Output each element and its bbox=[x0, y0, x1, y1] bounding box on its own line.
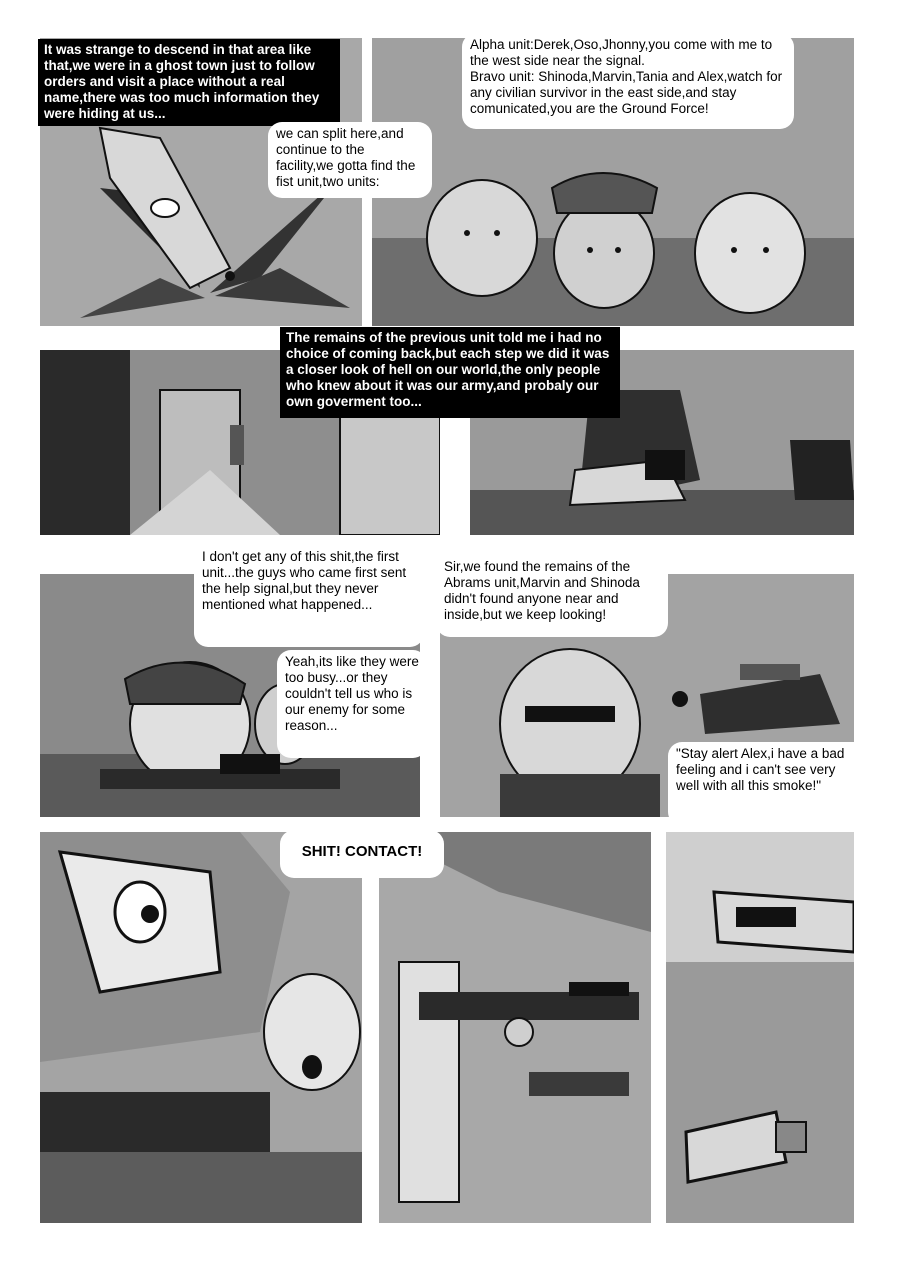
bubble-dont-get-this: I don't get any of this shit,the first unit...the guys who came first sent the help signal,but they never mentioned what happened... bbox=[194, 545, 424, 647]
firing-rifle-illustration bbox=[379, 832, 651, 1223]
panel-shell-casing bbox=[666, 832, 854, 1223]
bubble-split-here: we can split here,and continue to the facility,we gotta find the fist unit,two units: bbox=[268, 122, 432, 198]
caption-remains: The remains of the previous unit told me i had no choice of coming back,but each step we did it was a closer look of hell on our world,the only people who knew about it was our army,and probaly our own goverment too... bbox=[280, 327, 620, 418]
bubble-squad-orders: Alpha unit:Derek,Oso,Jhonny,you come with me to the west side near the signal. Bravo unit: Shinoda,Marvin,Tania and Alex,watch for any civilian survivor in the east side,and stay comunicated,you are the Ground Force! bbox=[462, 33, 794, 129]
panel-contact-bear bbox=[40, 832, 362, 1223]
bubble-too-busy: Yeah,its like they were too busy...or they couldn't tell us who is our enemy for some reason... bbox=[277, 650, 427, 758]
caption-intro: It was strange to descend in that area like that,we were in a ghost town just to follow orders and visit a place without a real name,there was too much information they were hiding at us... bbox=[38, 39, 340, 126]
shell-casing-illustration bbox=[666, 832, 854, 1223]
bubble-stay-alert: "Stay alert Alex,i have a bad feeling and i can't see very well with all this smoke!" bbox=[668, 742, 870, 826]
contact-bear-illustration bbox=[40, 832, 362, 1223]
bubble-contact: SHIT! CONTACT! bbox=[280, 830, 444, 878]
panel-firing-rifle bbox=[379, 832, 651, 1223]
bubble-found-remains: Sir,we found the remains of the Abrams unit,Marvin and Shinoda didn't found anyone near and inside,but we keep looking! bbox=[436, 555, 668, 637]
